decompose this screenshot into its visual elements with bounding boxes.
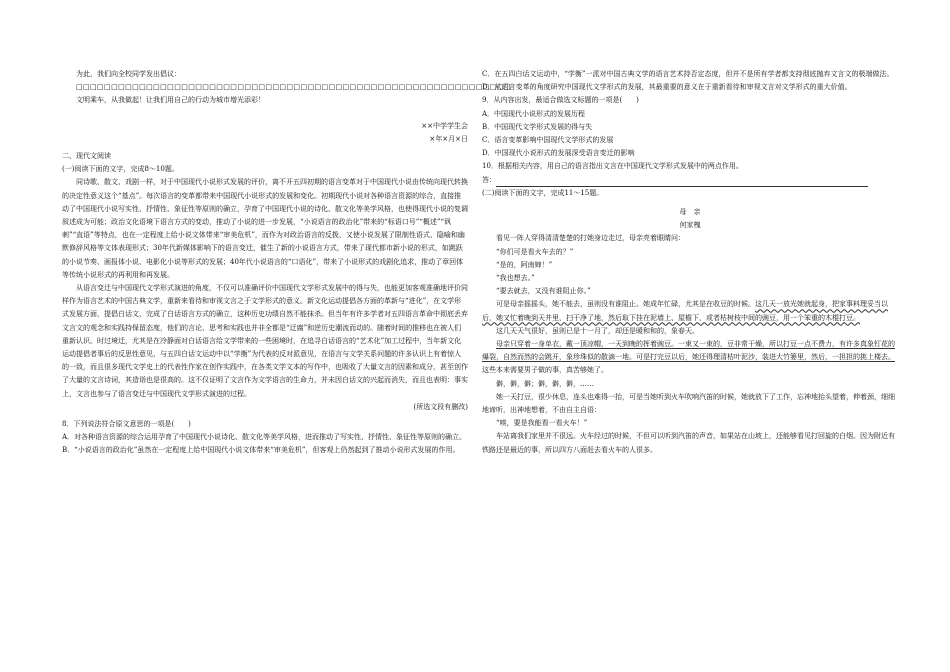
question-8-option-c: C．在五四白话文运动中，“学衡”一派对中国古典文学的语言艺术持否定态度，但并不是所有学者都支持彻底抛弃文言文的极端做法。 [482, 70, 894, 78]
underlined-text: 母亲只穿着一身单衣，戴一顶凉帽，一天到晚的挥着豌豆。一束又一束的，豆非常干燥，所以打豆一点不费力，有许多真象钉花的爆裂，自然而然的会跳开，象珍珠似的散滴一地。可是打完豆以后，她还得理清枯叶泥沙，装进大竹篓里，然后，一担担的挑上楼去。 [482, 340, 895, 362]
question-8-option-a: A．对各种语言资源的综合运用孕育了中国现代小说诗化、散文化等美学风格，进而推动了写实性、抒情性、象征性等原则的确立。 [62, 433, 467, 442]
question-8-option-b: B．“小说语言的政治化”虽然在一定程度上给中国现代小说文体带来“审美危机”，但客观上仍然起到了推动小说形式发展的作用。 [62, 446, 460, 455]
wavy-underlined-text: 这几天一放光她就起身，把家事料理妥当以后，她又忙着晚到天井里，扫干净了地，然后取下挂在泥墙上、屋檐下，或者枯树枝中间的豌豆，用一个笨重的木棍打豆。 [482, 300, 888, 322]
story-paragraph: 她一天打豆，很少休息，连头也难得一抬，可是当她听到火车吹响汽笛的时候，她就放下了工作，忘神地抬头望着，伸着颈，细细地谛听，出神地想着，不由自主自语： [482, 392, 895, 415]
answer-line [496, 177, 868, 187]
question-9-option-c: C．语言变革影响中国现代文学形式的发展 [482, 136, 614, 145]
subsection-heading: (一)阅读下面的文字，完成8～10题。 [62, 165, 179, 174]
answer-label: 答： [482, 175, 496, 184]
passage-paragraph-2: 从语言变迁与中国现代文学形式演进的角度，不仅可以准确评价中国现代文学形式发展中的得与失，也能更加客观准确地评价同样作为语言艺术的中国古典文学，重新来看待和审视文言之于文学形式的意义。新文化运动提倡各方面的革新与“进化”，在文学形式发展方面，提倡白话文，完成了白话语言方式的确立，这种历史功绩自然不能抹杀。但当年有许多学者对五四语言革命中彻底丢弃文言文的观念和实践持保留态度，他们的言论、思考和实践也并非全都是“迂腐”和逆历史潮流而动的。随着时间的推移也在被人们重新认识。时过境迁，尤其是在冷静面对白话语言给文学带来的一些困境时，在追寻白话语言的“艺术化”加工过程中，当年新文化运动提倡者事后的反思性意见，与五四白话文运动中以“学衡”为代表的反对派意见，在语言与文学关系问题的许多认识上有着惊人的一致，而且很多现代文学史上的代表性作家在创作实践中，在各类文学文本的写作中，也吸收了大量文言的因素和成分，甚至创作了大量的文言诗词，其造诣也是很高的。这不仅证明了文言作为文学语言的生命力，并未因白话文的兴起而消失，而且也表明：事实上，文言也参与了语言变迁与中国现代文学形式演进的过程。 [62, 284, 468, 398]
story-title: 母 亲 [679, 208, 701, 217]
section-heading: 二、现代文阅读 [62, 152, 111, 161]
passage-paragraph-1: 同诗歌、散文、戏剧一样，对于中国现代小说形式发展的评价，离不开五四初期的语言变革对于中国现代小说由传统向现代转换的决定性意义这个“基点”。每次语言的变革都带来中国现代小说形式的发展和变化。初期现代小说对各种语言资源的综合，直接推动了中国现代小说写实性、抒情性、象征性等原则的确立，孕育了中国现代小说的诗化、散文化等美学风格，也使得现代小说的复调叙述成为可能；政治文化语境下语言方式的变动，推动了小说的进一步发展，“小说语言的政治化”带来的“标语口号”“概述”“讽刺”“直语”等特点，也在一定程度上给小说文体带来“审美危机”，而作为对政治语言的反拨，又使小说发展了限制性语式、隐喻和幽默修辞风格等文体表现形式；30年代新媒体影响下的语言变迁，催生了新的小说语言方式，带来了现代都市新小说的形式，如跳跃的小说节奏、画报体小说、电影化小说等形式的发展；40年代小说语言的“口语化”，带来了小说形式的戏剧化追求，推动了章回体等传统小说形式的再利用和再发展。 [62, 178, 468, 279]
story-text: 这些本来需要男子做的事，真苦够她了。 [482, 366, 608, 375]
answer-row [482, 174, 898, 187]
signer: ××中学学生会 [421, 121, 468, 130]
question-9-option-d: D．中国现代小说形式的发展深受语言变迁的影响 [482, 149, 635, 158]
source-note: (所选文段有删改) [413, 402, 468, 411]
question-9-option-b: B．中国现代文学形式发展的得与失 [482, 122, 593, 131]
subsection-heading-2: (二)阅读下面的文字，完成11～15题。 [482, 188, 604, 197]
question-9: 9．从内容出发，最适合做选文标题的一项是( ) [482, 96, 639, 105]
story-dialogue: “我也想去。” [496, 274, 535, 283]
question-8: 8．下列说法符合原文意思的一项是( ) [62, 420, 191, 429]
right-column [482, 68, 898, 457]
story-paragraph: 车站离我们家里并不很远。火车经过的时候，不但可以听到汽笛的声音，如果站在山坡上，还能够看见打回旋的白烟。因为附近有铁路还是最近的事，所以四方八面赶去看火车的人很多。 [482, 432, 895, 454]
proposal-intro: 为此，我们向全校同学发出倡议： [76, 70, 181, 78]
story-dialogue: “是的，阿南婶！” [496, 260, 553, 269]
story-onomatopoeia: 僻，僻，僻；僻，僻，僻，…… [496, 379, 594, 388]
story-dialogue: “你们可是看火车去的？” [496, 247, 574, 256]
story-paragraph [482, 298, 898, 324]
story-dialogue: “要去就去，又没有谁阻止你。” [496, 287, 591, 296]
left-column [62, 68, 511, 458]
story-paragraph: 看见一阵人穿得清清楚楚的打她身边走过，母亲亮着眼睛问： [496, 234, 685, 243]
question-8-option-d: D．从语言变革的角度研究中国现代文学形式的发展，其最重要的意义在于重新看待和审视文言对文学形式的重大价值。 [482, 83, 852, 92]
story-text: 可是母亲摇摇头，她不能去，虽则没有谁阻止。她成年忙碌，尤其是在收豆的时候。 [496, 300, 755, 309]
question-9-option-a: A．中国现代小说形式的发展历程 [482, 109, 586, 118]
question-10: 10．根据相关内容，用自己的语言指出文言在中国现代文学形式发展中的两点作用。 [482, 162, 743, 171]
blank-boxes: □□□□□□□□□□□□□□□□□□□□□□□□□□□□□□□□□□□□□□□□□□□□□□□□□□□□□□□□□□□□□□ [76, 83, 511, 92]
slogan: 文明乘车，从我做起！让我们用自己的行动为城市增光添彩！ [76, 96, 265, 105]
date: ×年×月×日 [429, 134, 468, 143]
story-paragraph: 这几天天气很好，虽则已是十一月了，却还是暖和和的，象春天。 [496, 326, 699, 335]
story-dialogue: “唉，要是我能看一看火车！” [496, 419, 588, 428]
story-paragraph [482, 338, 898, 378]
story-author: 何家槐 [679, 221, 701, 230]
